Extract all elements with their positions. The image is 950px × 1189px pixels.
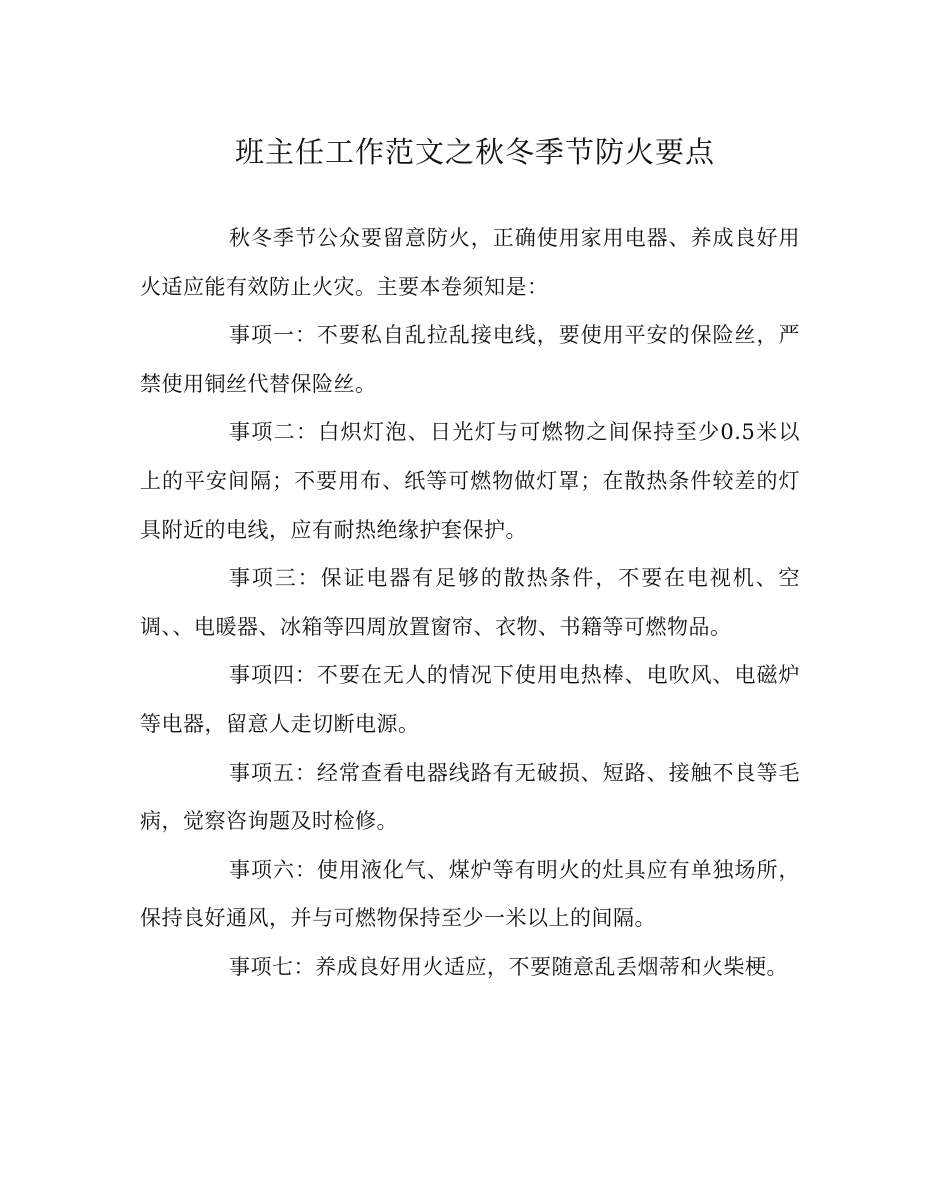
item-4-paragraph: 事项四：不要在无人的情况下使用电热棒、电吹风、电磁炉等电器，留意人走切断电源。 (140, 663, 800, 736)
item-5-paragraph: 事项五：经常查看电器线路有无破损、短路、接触不良等毛病，觉察咨询题及时检修。 (140, 760, 800, 834)
item-2-paragraph: 事项二：白炽灯泡、日光灯与可燃物之间保持至少0.5米以上的平安间隔；不要用布、纸等可燃物做灯罩；在散热条件较差的灯具附近的电线，应有耐热绝缘护套保护。 (140, 420, 800, 542)
item-6-paragraph: 事项六：使用液化气、煤炉等有明火的灶具应有单独场所，保持良好通风，并与可燃物保持至少一米以上的间隔。 (140, 857, 800, 931)
intro-paragraph: 秋冬季节公众要留意防火，正确使用家用电器、养成良好用火适应能有效防止火灾。主要本卷须知是： (140, 226, 800, 299)
item-1-paragraph: 事项一：不要私自乱拉乱接电线，要使用平安的保险丝，严禁使用铜丝代替保险丝。 (140, 323, 800, 396)
document-title: 班主任工作范文之秋冬季节防火要点 (234, 135, 715, 169)
item-3-paragraph: 事项三：保证电器有足够的散热条件，不要在电视机、空调、、电暖器、冰箱等四周放置窗帘、衣物、书籍等可燃物品。 (140, 566, 800, 639)
item-7-paragraph: 事项七：养成良好用火适应，不要随意乱丢烟蒂和火柴梗。 (229, 954, 788, 979)
document-body (140, 214, 800, 992)
